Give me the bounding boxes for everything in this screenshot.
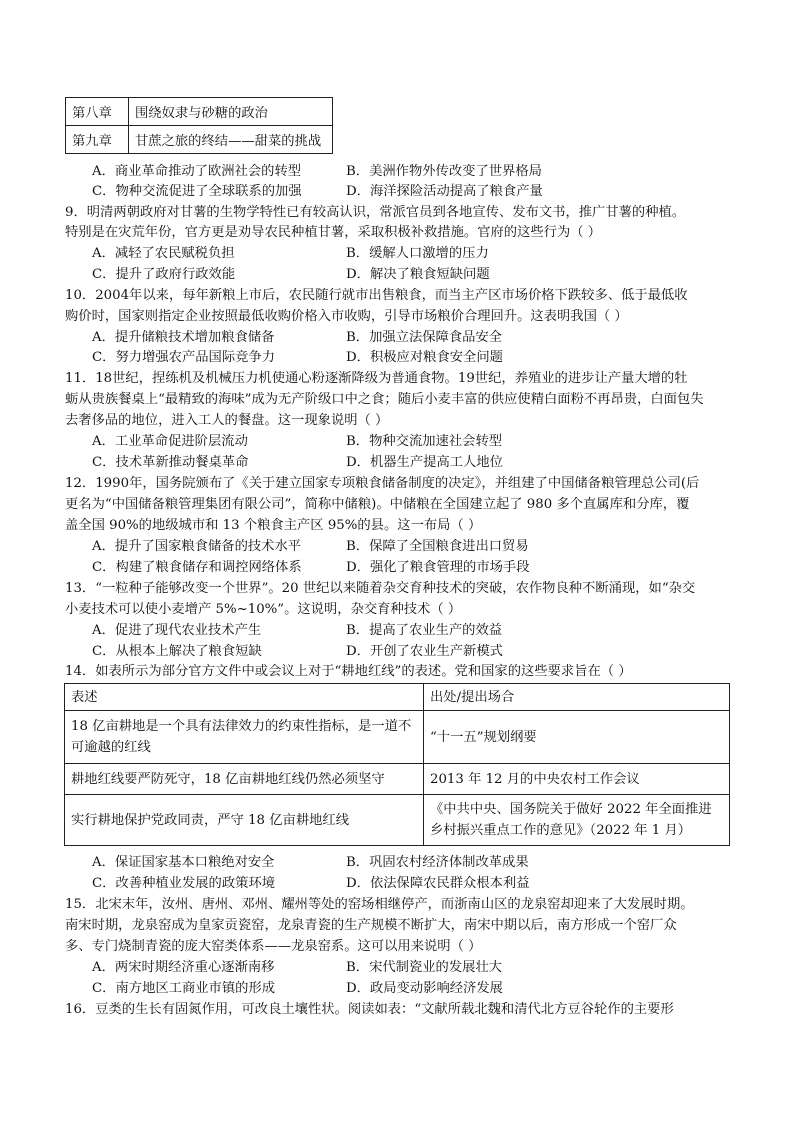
q14-option-b: B．巩固农村经济体制改革成果 [346,855,529,870]
q11-option-c: C．技术革新推动餐桌革命 [92,455,249,470]
q12-option-b: B．保障了全国粮食进出口贸易 [346,539,529,554]
statement-cell: 实行耕地保护党政同责，严守 18 亿亩耕地红线 [65,795,424,846]
q15-option-a: A．两宋时期经济重心逐渐南移 [92,960,275,975]
source-cell: 《中共中央、国务院关于做好 2022 年全面推进乡村振兴重点工作的意见》（2022 年 1 月） [424,795,730,846]
q13-option-b: B．提高了农业生产的效益 [346,623,503,638]
table-row [66,98,333,126]
q13-stem-line2: 小麦技术可以使小麦增产 5%~10%”。这说明，杂交育种技术（ ） [65,602,462,617]
column-header-statement: 表述 [65,684,424,711]
q15-option-d: D．政局变动影响经济发展 [346,981,503,996]
q11-stem-line3: 去奢侈品的地位，进入工人的餐盘。这一现象说明（ ） [65,413,389,428]
source-cell: 2013 年 12 月的中央农村工作会议 [424,764,730,795]
q10-option-a: A．提升储粮技术增加粮食储备 [92,330,275,345]
source-cell: “十一五”规划纲要 [424,711,730,764]
q15-option-c: C．南方地区工商业市镇的形成 [92,981,276,996]
statement-cell: 18 亿亩耕地是一个具有法律效力的约束性指标，是一道不可逾越的红线 [65,711,424,764]
q16-stem-line1: 16．豆类的生长有固氮作用，可改良土壤性状。阅读如表：“文献所载北魏和清代北方豆谷轮作的主要形 [65,1002,674,1017]
q10-option-d: D．积极应对粮食安全问题 [346,350,503,365]
q12-stem-line1: 12．1990年，国务院颁布了《关于建立国家专项粮食储备制度的决定》，并组建了中国储备粮管理总公司(后 [65,476,700,491]
q13-stem-line1: 13．“一粒种子能够改变一个世界”。20 世纪以来随着杂交育种技术的突破，农作物良种不断涌现，如“杂交 [65,581,696,596]
q14-option-d: D．依法保障农民群众根本利益 [346,876,530,891]
q9-option-b: B．缓解人口激增的压力 [346,246,489,261]
q9-stem-line1: 9．明清两朝政府对甘薯的生物学特性已有较高认识，常派官员到各地宣传、发布文书，推广甘薯的种植。 [65,205,686,220]
q14-option-a: A．保证国家基本口粮绝对安全 [92,855,275,870]
q10-stem-line1: 10．2004年以来，每年新粮上市后，农民随行就市出售粮食，而当主产区市场价格下跌较多、低于最低收 [65,288,688,303]
q8-option-a: A．商业革命推动了欧洲社会的转型 [92,164,302,179]
red-line-table [64,683,730,846]
q13-option-c: C．从根本上解决了粮食短缺 [92,644,262,659]
q13-option-d: D．开创了农业生产新模式 [346,644,503,659]
q15-option-b: B．宋代制瓷业的发展壮大 [346,960,503,975]
q12-option-c: C．构建了粮食储存和调控网络体系 [92,560,302,575]
chapter-title: 围绕奴隶与砂糖的政治 [129,98,333,126]
q12-option-a: A．提升了国家粮食储备的技术水平 [92,539,302,554]
q14-option-c: C．改善种植业发展的政策环境 [92,876,276,891]
q10-option-b: B．加强立法保障食品安全 [346,330,503,345]
table-row [65,764,730,795]
chapter-num: 第八章 [66,98,129,126]
q15-stem-line1: 15．北宋末年，汝州、唐州、邓州、耀州等处的窑场相继停产，而浙南山区的龙泉窑却迎来了大发展时期。 [65,897,694,912]
q11-option-b: B．物种交流加速社会转型 [346,434,503,449]
q8-option-b: B．美洲作物外传改变了世界格局 [346,164,542,179]
statement-cell: 耕地红线要严防死守，18 亿亩耕地红线仍然必须坚守 [65,764,424,795]
q12-stem-line3: 盖全国 90%的地级城市和 13 个粮食主产区 95%的县。这一布局（ ） [65,518,482,533]
q11-stem-line1: 11．18世纪，捏练机及机械压力机使通心粉逐渐降级为普通食物。19世纪，养殖业的进步让产量大增的牡 [65,371,688,386]
chapter-title: 甘蔗之旅的终结——甜菜的挑战 [129,126,333,154]
q12-stem-line2: 更名为“中国储备粮管理集团有限公司”，简称中储粮)。中储粮在全国建立起了 980 多个直属库和分库，覆 [65,497,690,512]
q11-option-d: D．机器生产提高工人地位 [346,455,503,470]
q9-option-a: A．减轻了农民赋税负担 [92,246,235,261]
q10-option-c: C．努力增强农产品国际竞争力 [92,350,276,365]
q13-option-a: A．促进了现代农业技术产生 [92,623,262,638]
chapter-num: 第九章 [66,126,129,154]
q8-option-d: D．海洋探险活动提高了粮食产量 [346,184,543,199]
q8-option-c: C．物种交流促进了全球联系的加强 [92,184,302,199]
chapter-table [65,97,333,154]
q14-stem-line1: 14．如表所示为部分官方文件中或会议上对于“耕地红线”的表述。党和国家的这些要求旨在（ ） [65,664,632,679]
q10-stem-line2: 购价时，国家则指定企业按照最低收购价格入市收购，引导市场粮价合理回升。这表明我国（ ） [65,309,628,324]
table-row [65,795,730,846]
table-row [65,711,730,764]
q9-stem-line2: 特别是在灾荒年份，官方更是劝导农民种植甘薯，采取积极补救措施。官府的这些行为（ ） [65,225,602,240]
q15-stem-line3: 多、专门烧制青瓷的庞大窑类体系——龙泉窑系。这可以用来说明（ ） [65,939,482,954]
q12-option-d: D．强化了粮食管理的市场手段 [346,560,530,575]
q15-stem-line2: 南宋时期，龙泉窑成为皇家贡瓷窑，龙泉青瓷的生产规模不断扩大，南宋中期以后，南方形成一个窑厂众 [65,918,677,933]
table-header-row [65,684,730,711]
column-header-source: 出处/提出场合 [424,684,730,711]
q9-option-c: C．提升了政府行政效能 [92,267,236,282]
q11-option-a: A．工业革命促进阶层流动 [92,434,248,449]
q9-option-d: D．解决了粮食短缺问题 [346,267,490,282]
q11-stem-line2: 蛎从贵族餐桌上“最精致的海味”成为无产阶级口中之食；随后小麦丰富的供应使精白面粉不再昂贵，白面包失 [65,392,704,407]
table-row [66,126,333,154]
